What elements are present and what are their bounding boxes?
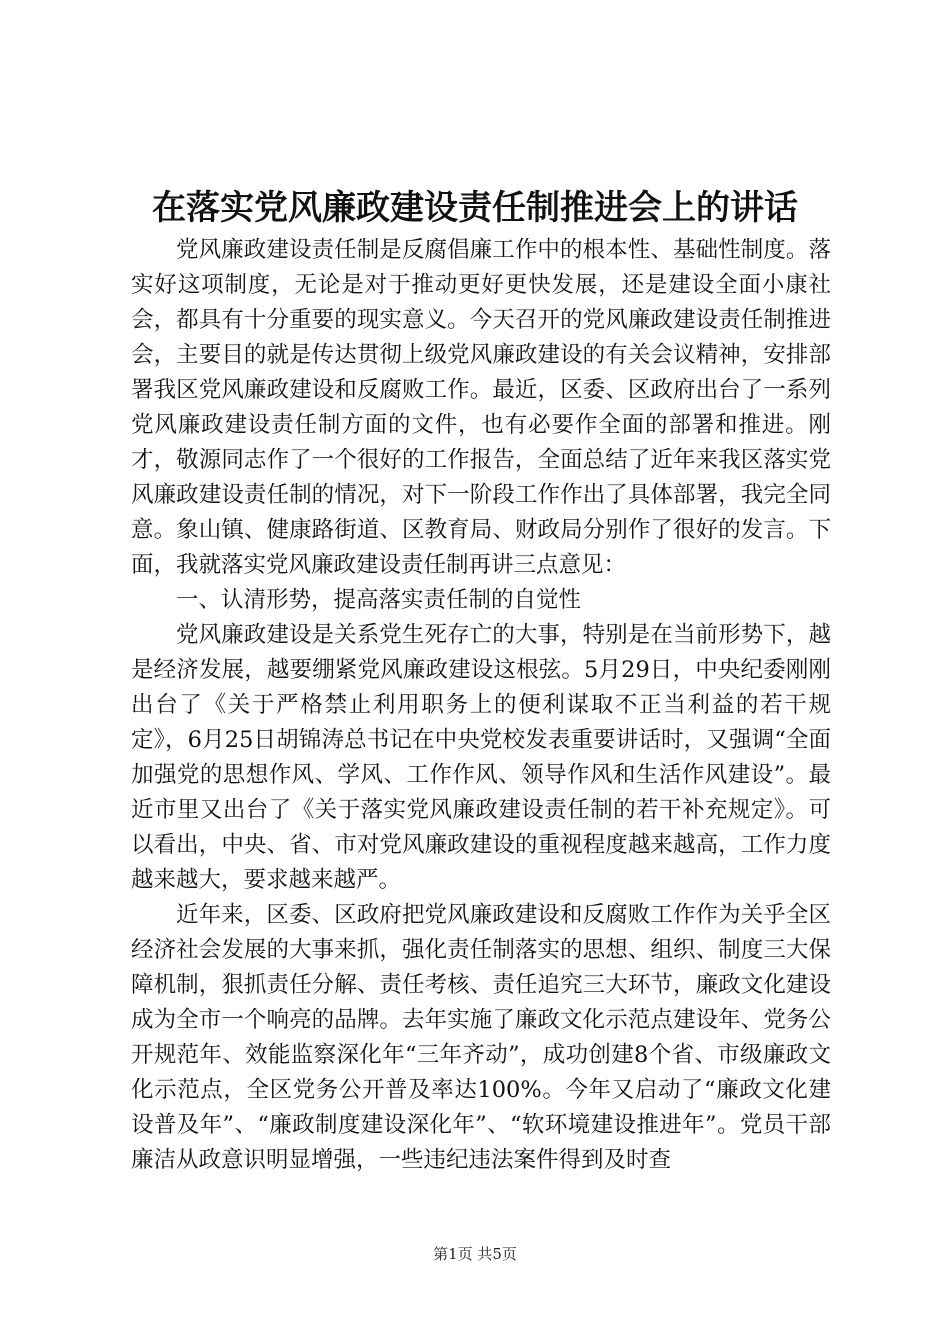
paragraph-recent-years: 近年来，区委、区政府把党风廉政建设和反腐败工作作为关乎全区经济社会发展的大事来抓，强化责任制落实的思想、组织、制度三大保障机制，狠抓责任分解、责任考核、责任追究三大环节，廉政文化建设成为全市一个响亮的品牌。去年实施了廉政文化示范点建设年、党务公开规范年、效能监察深化年“三年齐动”，成功创建8个省、市级廉政文化示范点，全区党务公开普及率达100%。今年又启动了“廉政文化建设普及年”、“廉政制度建设深化年”、“软环境建设推进年”。党员干部廉洁从政意识明显增强，一些违纪违法案件得到及时查 bbox=[131, 902, 831, 1173]
document-body bbox=[131, 233, 831, 1178]
document-title: 在落实党风廉政建设责任制推进会上的讲话 bbox=[152, 188, 798, 228]
page-number-footer: 第1页 共5页 bbox=[433, 1245, 517, 1263]
paragraph-situation: 党风廉政建设是关系党生死存亡的大事，特别是在当前形势下，越是经济发展，越要绷紧党风廉政建设这根弦。5月29日，中央纪委刚刚出台了《关于严格禁止利用职务上的便利谋取不正当利益的若干规定》，6月25日胡锦涛总书记在中央党校发表重要讲话时，又强调“全面加强党的思想作风、学风、工作作风、领导作风和生活作风建设”。最近市里又出台了《关于落实党风廉政建设责任制的若干补充规定》。可以看出，中央、省、市对党风廉政建设的重视程度越来越高，工作力度越来越大，要求越来越严。 bbox=[131, 622, 831, 893]
paragraph-intro: 党风廉政建设责任制是反腐倡廉工作中的根本性、基础性制度。落实好这项制度，无论是对于推动更好更快发展，还是建设全面小康社会，都具有十分重要的现实意义。今天召开的党风廉政建设责任制推进会，主要目的就是传达贯彻上级党风廉政建设的有关会议精神，安排部署我区党风廉政建设和反腐败工作。最近，区委、区政府出台了一系列党风廉政建设责任制方面的文件，也有必要作全面的部署和推进。刚才，敬源同志作了一个很好的工作报告，全面总结了近年来我区落实党风廉政建设责任制的情况，对下一阶段工作作出了具体部署，我完全同意。象山镇、健康路街道、区教育局、财政局分别作了很好的发言。下面，我就落实党风廉政建设责任制再讲三点意见： bbox=[131, 237, 831, 578]
section-heading-1: 一、认清形势，提高落实责任制的自觉性 bbox=[176, 587, 582, 613]
